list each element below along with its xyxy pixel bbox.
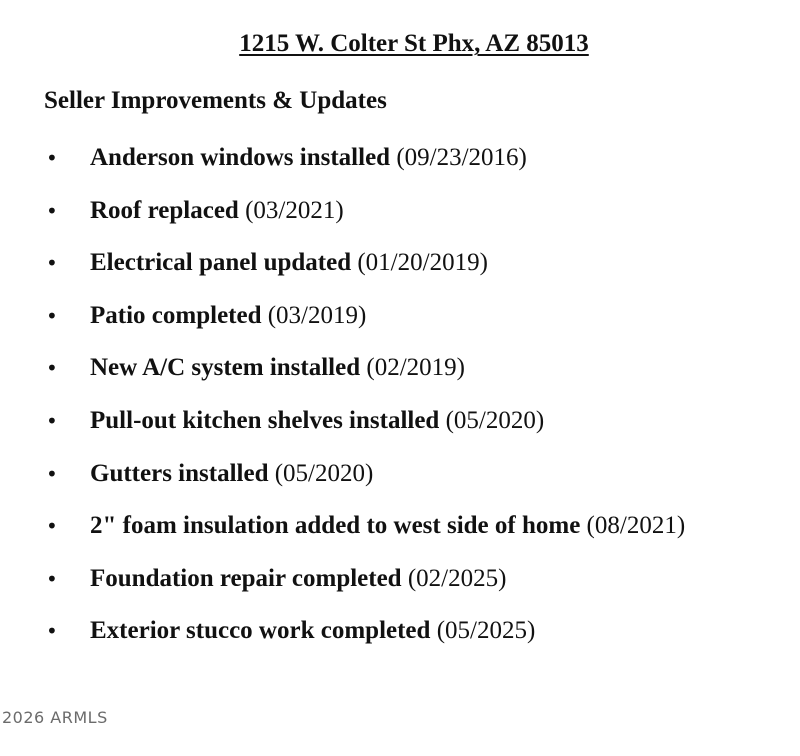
list-item — [0, 405, 800, 458]
list-item-text — [90, 510, 685, 542]
list-item-label: Roof replaced — [90, 196, 239, 224]
list-item-label: Pull-out kitchen shelves installed — [90, 406, 440, 434]
list-item-label: New A/C system installed — [90, 354, 361, 382]
section-heading: Seller Improvements & Updates — [44, 87, 387, 114]
bullet-icon: • — [46, 461, 58, 486]
list-item-text — [90, 458, 373, 490]
list-item — [0, 247, 800, 300]
list-item-label: Foundation repair completed — [90, 564, 402, 592]
list-item-label: Exterior stucco work completed — [90, 617, 431, 645]
list-item — [0, 300, 800, 353]
list-item-text — [90, 405, 544, 437]
list-item-text — [90, 615, 535, 647]
list-item-date: (09/23/2016) — [396, 144, 527, 171]
list-item-text — [90, 352, 465, 384]
list-item-date: (08/2021) — [586, 512, 686, 540]
list-item — [0, 195, 800, 248]
list-item — [0, 142, 800, 195]
bullet-icon: • — [46, 303, 58, 328]
list-item-date: (02/2019) — [366, 354, 465, 382]
list-item — [0, 510, 800, 563]
list-item — [0, 615, 800, 668]
bullet-icon: • — [46, 356, 58, 381]
list-item-date: (05/2025) — [436, 617, 536, 645]
list-item-label: Patio completed — [90, 301, 262, 329]
list-item-text — [90, 300, 366, 332]
list-item-label: Gutters installed — [90, 459, 269, 487]
document-title: 1215 W. Colter St Phx, AZ 85013 — [239, 30, 589, 57]
bullet-icon: • — [46, 408, 58, 433]
list-item-date: (05/2020) — [445, 406, 545, 434]
bullet-icon: • — [46, 619, 58, 644]
list-item — [0, 458, 800, 511]
list-item-label: 2" foam insulation added to west side of home — [90, 512, 581, 540]
improvements-list — [0, 142, 800, 668]
list-item-label: Electrical panel updated — [90, 249, 352, 277]
list-item-date: (05/2020) — [274, 459, 374, 487]
armls-watermark: 2026 ARMLS — [2, 708, 108, 727]
bullet-icon: • — [46, 146, 58, 170]
list-item-date: (03/2021) — [245, 196, 344, 224]
list-item-date: (02/2025) — [407, 564, 507, 592]
list-item-text — [90, 563, 506, 595]
list-item-text — [90, 247, 488, 279]
bullet-icon: • — [46, 514, 58, 539]
list-item — [0, 352, 800, 405]
list-item-label: Anderson windows installed — [90, 144, 391, 171]
bullet-icon: • — [46, 566, 58, 591]
list-item-date: (03/2019) — [267, 301, 367, 329]
bullet-icon: • — [46, 251, 58, 276]
list-item — [0, 563, 800, 616]
list-item-date: (01/20/2019) — [357, 249, 488, 277]
bullet-icon: • — [46, 198, 58, 223]
list-item-text — [90, 195, 344, 227]
list-item-text — [90, 142, 527, 174]
